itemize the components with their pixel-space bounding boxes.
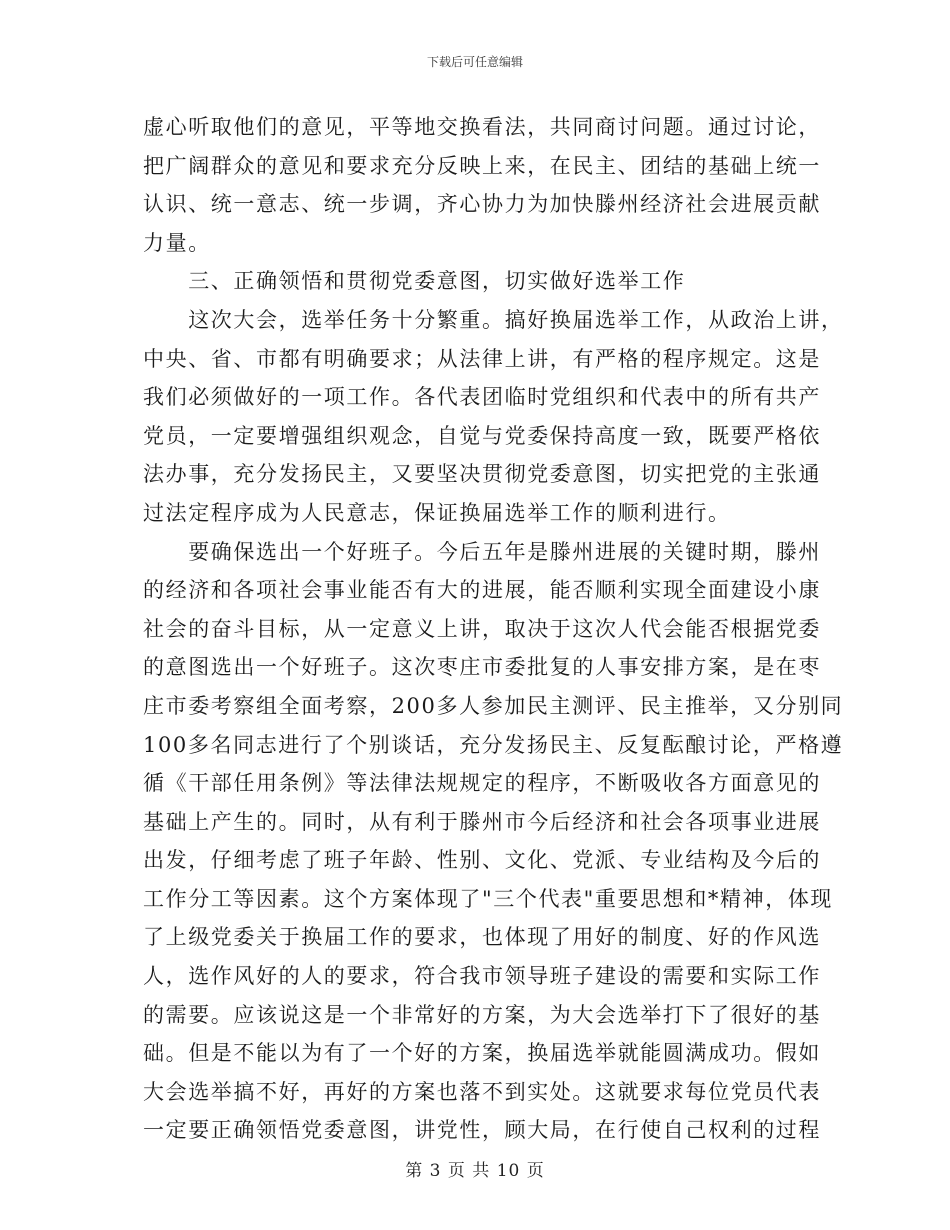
text-line: 100多名同志进行了个别谈话，充分发扬民主、反复酝酿讨论，严格遵 bbox=[143, 732, 844, 757]
text-line: 了上级党委关于换届工作的要求，也体现了用好的制度、好的作风选 bbox=[143, 925, 821, 950]
text-line: 党员，一定要增强组织观念，自觉与党委保持高度一致，既要严格依 bbox=[143, 423, 821, 448]
text-line: 中央、省、市都有明确要求；从法律上讲，有严格的程序规定。这是 bbox=[143, 346, 821, 371]
text-line: 的经济和各项社会事业能否有大的进展，能否顺利实现全面建设小康 bbox=[143, 578, 821, 603]
text-line: 的需要。应该说这是一个非常好的方案，为大会选举打下了很好的基 bbox=[143, 1002, 821, 1027]
text-line: 基础上产生的。同时，从有利于滕州市今后经济和社会各项事业进展 bbox=[143, 809, 821, 834]
text-line: 这次大会，选举任务十分繁重。搞好换届选举工作，从政治上讲， bbox=[143, 307, 844, 332]
text-line: 社会的奋斗目标，从一定意义上讲，取决于这次人代会能否根据党委 bbox=[143, 616, 821, 641]
text-line: 力量。 bbox=[143, 230, 211, 255]
text-line: 一定要正确领悟党委意图，讲党性，顾大局，在行使自己权利的过程 bbox=[143, 1118, 821, 1143]
text-line: 出发，仔细考虑了班子年龄、性别、文化、党派、专业结构及今后的 bbox=[143, 848, 821, 873]
text-line: 人，选作风好的人的要求，符合我市领导班子建设的需要和实际工作 bbox=[143, 964, 821, 989]
text-line: 我们必须做好的一项工作。各代表团临时党组织和代表中的所有共产 bbox=[143, 385, 821, 410]
text-line: 要确保选出一个好班子。今后五年是滕州进展的关键时期，滕州 bbox=[143, 539, 821, 564]
text-line: 虚心听取他们的意见，平等地交换看法，共同商讨问题。通过讨论， bbox=[143, 115, 821, 139]
page-header-note: 下载后可任意编辑 bbox=[426, 55, 523, 69]
text-line: 础。但是不能以为有了一个好的方案，换届选举就能圆满成功。假如 bbox=[143, 1041, 821, 1066]
text-line: 循《干部任用条例》等法律法规规定的程序，不断吸收各方面意见的 bbox=[143, 771, 821, 796]
text-line: 大会选举搞不好，再好的方案也落不到实处。这就要求每位党员代表 bbox=[143, 1079, 821, 1104]
text-line: 的意图选出一个好班子。这次枣庄市委批复的人事安排方案，是在枣 bbox=[143, 655, 821, 680]
text-line: 把广阔群众的意见和要求充分反映上来，在民主、团结的基础上统一 bbox=[143, 153, 821, 178]
text-line: 法办事，充分发扬民主，又要坚决贯彻党委意图，切实把党的主张通 bbox=[143, 462, 821, 487]
section-heading: 三、正确领悟和贯彻党委意图，切实做好选举工作 bbox=[143, 269, 686, 294]
document-body bbox=[143, 108, 844, 1150]
page-number-footer: 第 3 页 共 10 页 bbox=[405, 1161, 545, 1181]
text-line: 认识、统一意志、统一步调，齐心协力为加快滕州经济社会进展贡献 bbox=[143, 192, 821, 217]
text-line: 庄市委考察组全面考察，200多人参加民主测评、民主推举，又分别同 bbox=[143, 693, 844, 718]
text-line: 工作分工等因素。这个方案体现了"三个代表"重要思想和*精神，体现 bbox=[143, 886, 834, 911]
text-line: 过法定程序成为人民意志，保证换届选举工作的顺利进行。 bbox=[143, 500, 731, 525]
